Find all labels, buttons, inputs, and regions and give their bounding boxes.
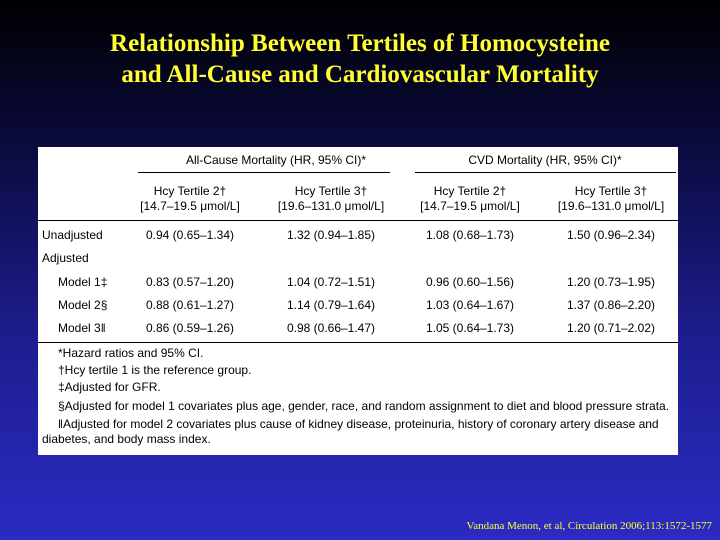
table-cell: 1.50 (0.96–2.34) [566,228,656,242]
footnote-reference: †Hcy tertile 1 is the reference group. [58,363,252,377]
results-table [38,147,678,455]
footnote-hazard: *Hazard ratios and 95% CI. [58,346,204,360]
row-label-model-3: Model 3‖ [58,321,106,335]
table-cell: 1.05 (0.64–1.73) [425,321,515,335]
group-underline-all-cause [138,172,390,173]
row-label-model-2: Model 2§ [58,298,108,312]
table-cell: 0.86 (0.59–1.26) [145,321,235,335]
table-cell: 1.03 (0.64–1.67) [425,298,515,312]
footnote-model-2: ‖Adjusted for model 2 covariates plus cause of kidney disease, proteinuria, history of coronary artery disease and diabetes, and body mass index. [42,417,659,446]
col-header-2 [266,184,396,214]
footnote-model-1: §Adjusted for model 1 covariates plus age, gender, race, and random assignment to diet and blood pressure strata. [58,399,670,413]
col-header-4 [546,184,676,214]
col-header-4-line-1: Hcy Tertile 3† [574,184,648,198]
col-header-1 [130,184,250,214]
col-header-1-line-1: Hcy Tertile 2† [153,184,227,198]
table-cell: 0.94 (0.65–1.34) [145,228,235,242]
group-header-all-cause: All-Cause Mortality (HR, 95% CI)* [185,153,367,167]
title-line-2: and All-Cause and Cardiovascular Mortality [121,61,599,88]
table-cell: 1.20 (0.71–2.02) [566,321,656,335]
group-underline-cvd [415,172,676,173]
col-header-4-line-2: [19.6–131.0 μmol/L] [557,199,665,213]
footnote-gfr: ‡Adjusted for GFR. [58,380,161,394]
row-label-model-1: Model 1‡ [58,275,108,289]
citation: Vandana Menon, et al, Circulation 2006;113:1572-1577 [466,520,712,532]
col-header-2-line-1: Hcy Tertile 3† [294,184,368,198]
table-cell: 1.37 (0.86–2.20) [566,298,656,312]
group-header-cvd: CVD Mortality (HR, 95% CI)* [468,153,622,167]
table-cell: 1.32 (0.94–1.85) [286,228,376,242]
table-cell: 1.04 (0.72–1.51) [286,275,376,289]
table-cell: 1.20 (0.73–1.95) [566,275,656,289]
col-header-2-line-2: [19.6–131.0 μmol/L] [277,199,385,213]
col-header-3-line-1: Hcy Tertile 2† [433,184,507,198]
row-label-unadjusted: Unadjusted [42,228,103,242]
table-cell: 0.88 (0.61–1.27) [145,298,235,312]
table-cell: 0.98 (0.66–1.47) [286,321,376,335]
col-header-3 [410,184,530,214]
header-rule [38,220,678,221]
table-cell: 1.08 (0.68–1.73) [425,228,515,242]
table-cell: 1.14 (0.79–1.64) [286,298,376,312]
col-header-3-line-2: [14.7–19.5 μmol/L] [420,199,520,213]
slide-title [0,28,720,90]
table-cell: 0.83 (0.57–1.20) [145,275,235,289]
row-label-adjusted: Adjusted [42,251,89,265]
title-line-1: Relationship Between Tertiles of Homocysteine [110,30,610,57]
table-cell: 0.96 (0.60–1.56) [425,275,515,289]
body-rule [38,342,678,343]
col-header-1-line-2: [14.7–19.5 μmol/L] [140,199,240,213]
